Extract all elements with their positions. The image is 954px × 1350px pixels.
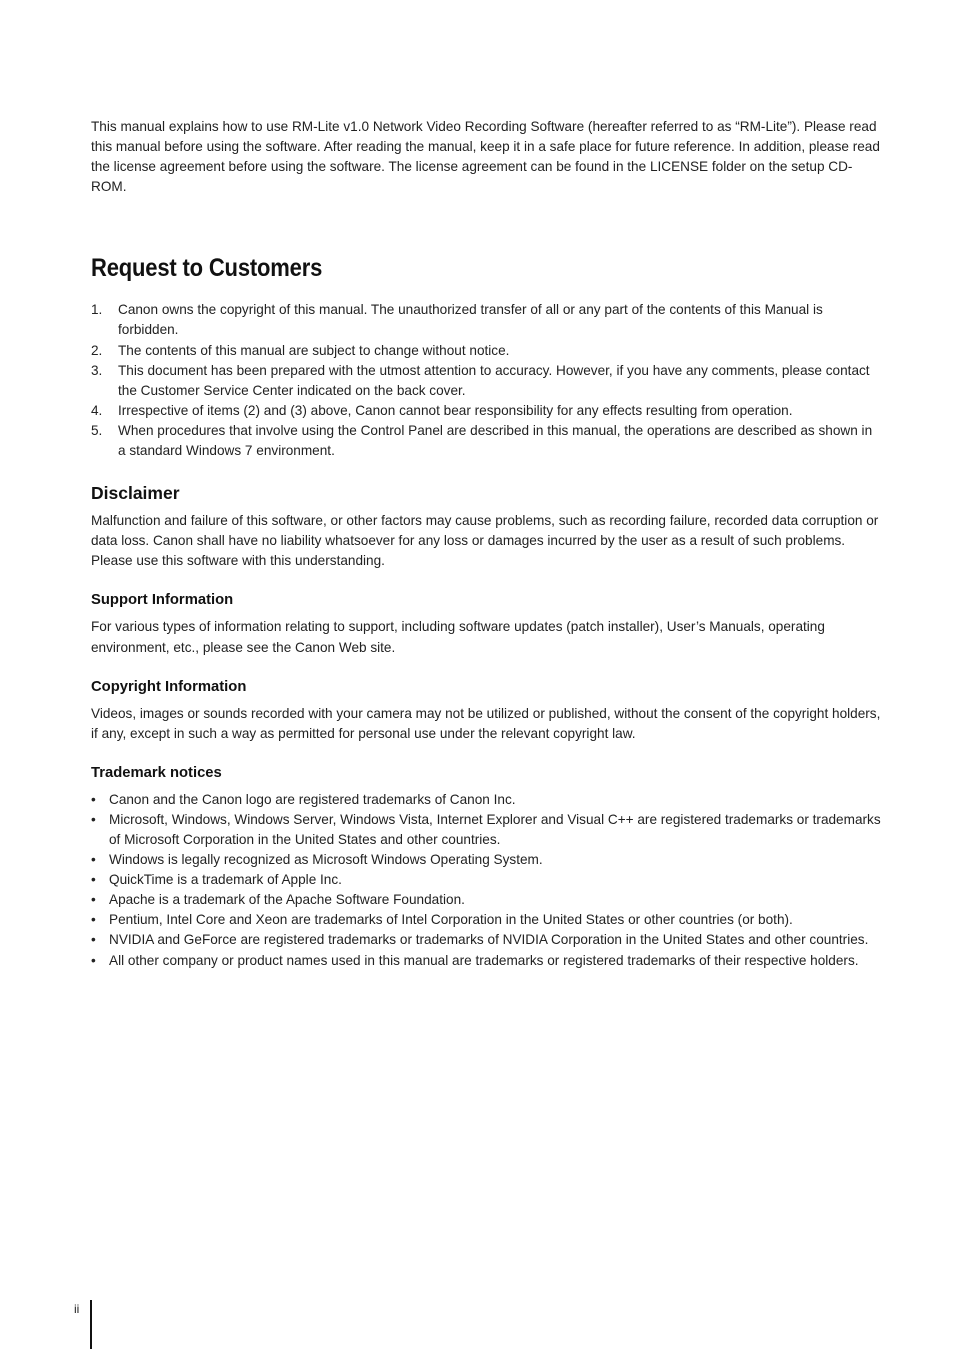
- manual-page: [91, 117, 881, 971]
- page-number: ii: [74, 1302, 80, 1316]
- list-item: [91, 421, 881, 461]
- disclaimer-text: Malfunction and failure of this software, or other factors may cause problems, such as recording failure, recorded data corruption or data loss. Canon shall have no liability whatsoever for any loss or damages incurred by the user as a result of such problems. Please use this software with this understanding.: [91, 513, 879, 569]
- support-title: Support Information: [91, 592, 234, 609]
- list-item: [91, 910, 881, 930]
- list-item: [91, 401, 881, 421]
- trademark-list: [91, 790, 881, 971]
- list-item: [91, 850, 881, 870]
- footer-divider: [90, 1300, 92, 1349]
- request-list: [91, 300, 881, 461]
- list-text: Pentium, Intel Core and Xeon are trademarks of Intel Corporation in the United States or other countries (or both).: [109, 912, 793, 928]
- bullet-icon: •: [91, 872, 96, 888]
- list-text: Canon and the Canon logo are registered trademarks of Canon Inc.: [109, 791, 516, 807]
- list-item: [91, 810, 881, 850]
- list-item: [91, 930, 881, 950]
- disclaimer-title: Disclaimer: [91, 483, 180, 504]
- bullet-icon: •: [91, 912, 96, 928]
- list-text: The contents of this manual are subject to change without notice.: [118, 342, 510, 358]
- list-item: [91, 790, 881, 810]
- list-number: 2.: [91, 342, 103, 358]
- list-text: Apache is a trademark of the Apache Software Foundation.: [109, 892, 465, 908]
- list-text: This document has been prepared with the utmost attention to accuracy. However, if you have any comments, please contact the Customer Service Center indicated on the back cover.: [118, 362, 870, 398]
- bullet-icon: •: [91, 811, 96, 827]
- list-text: Canon owns the copyright of this manual. The unauthorized transfer of all or any part of the contents of this Manual is forbidden.: [118, 302, 823, 338]
- list-item: [91, 870, 881, 890]
- list-item: [91, 890, 881, 910]
- bullet-icon: •: [91, 791, 96, 807]
- copyright-text: Videos, images or sounds recorded with your camera may not be utilized or published, without the consent of the copyright holders, if any, except in such a way as permitted for personal use under the relevant copyright law.: [91, 705, 881, 741]
- list-number: 5.: [91, 422, 103, 438]
- list-text: All other company or product names used in this manual are trademarks or registered trademarks of their respective holders.: [109, 952, 859, 968]
- list-item: [91, 300, 881, 340]
- request-title: Request to Customers: [91, 254, 323, 283]
- list-number: 3.: [91, 362, 103, 378]
- list-item: [91, 951, 881, 971]
- trademark-title: Trademark notices: [91, 764, 222, 781]
- list-text: When procedures that involve using the Control Panel are described in this manual, the operations are described as shown in a standard Windows 7 environment.: [118, 422, 873, 459]
- list-number: 4.: [91, 402, 103, 418]
- bullet-icon: •: [91, 852, 96, 868]
- bullet-icon: •: [91, 952, 96, 968]
- intro-paragraph: This manual explains how to use RM-Lite v1.0 Network Video Recording Software (hereafter referred to as “RM-Lite”). Please read this manual before using the software. After reading the manual, keep it in a safe place for future reference. In addition, please read the license agreement before using the software. The license agreement can be found in the LICENSE folder on the setup CD-ROM.: [91, 119, 880, 195]
- list-item: [91, 361, 881, 401]
- list-text: NVIDIA and GeForce are registered trademarks or trademarks of NVIDIA Corporation in the United States and other countries.: [109, 932, 869, 948]
- list-text: QuickTime is a trademark of Apple Inc.: [109, 872, 342, 888]
- list-item: [91, 341, 881, 361]
- bullet-icon: •: [91, 892, 96, 908]
- list-text: Microsoft, Windows, Windows Server, Windows Vista, Internet Explorer and Visual C++ are registered trademarks or trademarks of Microsoft Corporation in the United States and other countries.: [109, 811, 881, 847]
- list-text: Windows is legally recognized as Microsoft Windows Operating System.: [109, 852, 543, 868]
- support-text: For various types of information relating to support, including software updates (patch installer), User’s Manuals, operating environment, etc., please see the Canon Web site.: [91, 619, 825, 655]
- bullet-icon: •: [91, 932, 96, 948]
- list-number: 1.: [91, 302, 103, 318]
- list-text: Irrespective of items (2) and (3) above, Canon cannot bear responsibility for any effects resulting from operation.: [118, 402, 793, 418]
- copyright-title: Copyright Information: [91, 678, 247, 695]
